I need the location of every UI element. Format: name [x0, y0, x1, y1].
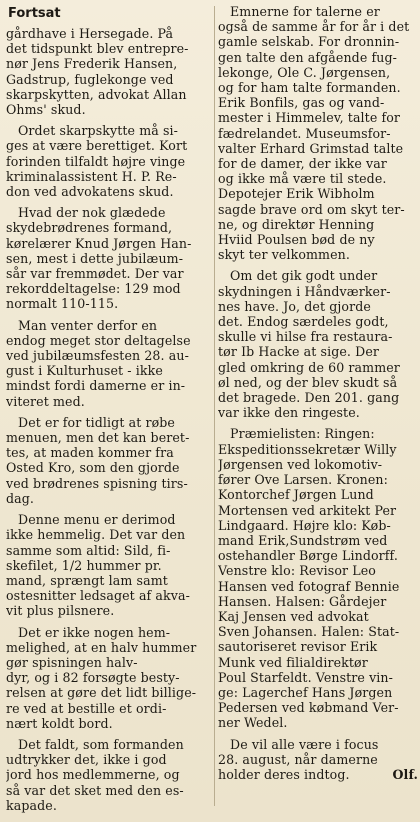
- text-line: forinden tilfaldt højre vinge: [6, 153, 186, 169]
- text-line: tes, at maden kommer fra: [6, 445, 174, 461]
- text-line: holder deres indtog. Olf.: [218, 766, 418, 782]
- text-line: gen talte den afgående fug-: [218, 49, 397, 65]
- continued-heading: Fortsat: [8, 6, 61, 21]
- text-line: nes have. Jo, det gjorde: [218, 298, 371, 314]
- text-line: gør spisningen halv-: [6, 654, 138, 670]
- text-line: for de damer, der ikke var: [218, 156, 387, 172]
- text-line: Erik Bonfils, gas og vand-: [218, 95, 385, 111]
- text-line: dag.: [6, 490, 35, 506]
- text-line: Munk ved filialdirektør: [218, 654, 368, 670]
- text-line: ne, og direktør Henning: [218, 216, 375, 232]
- text-line: Det er ikke nogen hem-: [18, 624, 171, 640]
- paragraph: [6, 26, 212, 117]
- author-signature: Olf.: [392, 766, 418, 782]
- text-line: Om det gik godt under: [230, 268, 378, 284]
- text-line: Kaj Jensen ved advokat: [218, 608, 369, 624]
- text-line: øl ned, og der blev skudt så: [218, 374, 398, 390]
- text-line: nært koldt bord.: [6, 715, 113, 731]
- text-line: Osted Kro, som den gjorde: [6, 460, 180, 476]
- text-line: skyt ter velkommen.: [218, 247, 350, 263]
- left-column-body: [6, 26, 212, 819]
- text-line: skarpskytten, advokat Allan: [6, 86, 187, 102]
- text-line: ostehandler Børge Lindorff.: [218, 548, 398, 564]
- text-line: Hansen ved fotograf Bennie: [218, 578, 400, 594]
- text-line: relsen at gøre det lidt billige-: [6, 685, 197, 701]
- paragraph: [218, 737, 418, 783]
- text-line: og ikke må være til stede.: [218, 171, 387, 187]
- text-line: det. Endog særdeles godt,: [218, 314, 389, 330]
- text-line: valter Erhard Grimstad talte: [218, 140, 404, 156]
- right-column-body: [218, 4, 418, 788]
- text-line: nør Jens Frederik Hansen,: [6, 56, 178, 72]
- left-column: [6, 0, 212, 819]
- text-line: skydningen i Håndværker-: [218, 283, 391, 299]
- text-line: kørelærer Knud Jørgen Han-: [6, 235, 192, 251]
- text-line: tør Ib Hacke at sige. Der: [218, 344, 379, 360]
- text-line: skefilet, 1/2 hummer pr.: [6, 557, 162, 573]
- text-line: re ved at bestille et ordi-: [6, 700, 167, 716]
- text-line: skydebrødrenes formand,: [6, 220, 173, 236]
- paragraph: [218, 426, 418, 730]
- text-line: kapade.: [6, 797, 57, 813]
- text-line: Sven Johansen. Halen: Stat-: [218, 624, 400, 640]
- text-line: fædrelandet. Museumsfor-: [218, 125, 391, 141]
- text-line: det tidspunkt blev entrepre-: [6, 41, 189, 57]
- paragraph: [6, 625, 212, 731]
- text-line: Ordet skarpskytte må si-: [18, 123, 178, 139]
- text-line: Denne menu er derimod: [18, 512, 176, 528]
- right-column: [218, 0, 418, 788]
- text-line: gled omkring de 60 rammer: [218, 359, 400, 375]
- text-line: udtrykker det, ikke i god: [6, 752, 167, 768]
- text-line: lekonge, Ole C. Jørgensen,: [218, 64, 391, 80]
- text-line: Man venter derfor en: [18, 317, 158, 333]
- text-line: Mortensen ved arkitekt Per: [218, 502, 397, 518]
- text-line: ved brødrenes spisning tirs-: [6, 475, 188, 491]
- text-line: gust i Kulturhuset - ikke: [6, 363, 163, 379]
- text-line: var ikke den ringeste.: [218, 405, 360, 421]
- text-line: Lindgaard. Højre klo: Køb-: [218, 517, 391, 533]
- text-line: don ved advokatens skud.: [6, 184, 174, 200]
- text-line: menuen, men det kan beret-: [6, 430, 190, 446]
- text-line: melighed, at en halv hummer: [6, 639, 197, 655]
- text-line: også de samme år for år i det: [218, 19, 410, 35]
- text-line: ikke hemmelig. Det var den: [6, 527, 186, 543]
- text-line: Hviid Poulsen bød de ny: [218, 232, 375, 248]
- text-line: Hvad der nok glædede: [18, 205, 166, 221]
- text-line: dyr, og i 82 forsøgte besty-: [6, 670, 180, 686]
- text-line: 28. august, når damerne: [218, 751, 378, 767]
- paragraph: [6, 205, 212, 311]
- text-line: vit plus pilsnere.: [6, 603, 115, 619]
- text-line: ges at være berettiget. Kort: [6, 138, 188, 154]
- text-line: gamle selskab. For dronnin-: [218, 34, 400, 50]
- paragraph: [218, 4, 418, 262]
- text-line: og for ham talte formanden.: [218, 80, 401, 96]
- text-line: rekorddeltagelse: 129 mod: [6, 281, 181, 297]
- text-line: normalt 110-115.: [6, 296, 119, 312]
- text-line: skulle vi hilse fra restaura-: [218, 329, 393, 345]
- text-line: så var det sket med den es-: [6, 782, 184, 798]
- text-line: Gadstrup, fuglekonge ved: [6, 71, 174, 87]
- text-line: ostesnitter ledsaget af akva-: [6, 588, 190, 604]
- text-line: jord hos medlemmerne, og: [6, 767, 180, 783]
- paragraph: [6, 737, 212, 813]
- text-line: Poul Starfeldt. Venstre vin-: [218, 669, 393, 685]
- text-line: Kontorchef Jørgen Lund: [218, 487, 374, 503]
- text-line: Præmielisten: Ringen:: [230, 426, 375, 442]
- paragraph: [218, 268, 418, 420]
- text-line: Det faldt, som formanden: [18, 736, 184, 752]
- text-line: samme som altid: Sild, fi-: [6, 542, 171, 558]
- text-line: Pedersen ved købmand Ver-: [218, 700, 399, 716]
- text-line: sen, mest i dette jubilæum-: [6, 250, 184, 266]
- text-line: Hansen. Halsen: Gårdejer: [218, 593, 387, 609]
- text-line: fører Ove Larsen. Kronen:: [218, 472, 388, 488]
- text-line: mester i Himmelev, talte for: [218, 110, 401, 126]
- text-line: De vil alle være i focus: [230, 736, 379, 752]
- text-line: Venstre klo: Revisor Leo: [218, 563, 376, 579]
- paragraph: [6, 318, 212, 409]
- text-line: mand Erik,Sundstrøm ved: [218, 532, 388, 548]
- paragraph: [6, 123, 212, 199]
- text-line: gårdhave i Hersegade. På: [6, 26, 174, 41]
- text-line: mand, sprængt lam samt: [6, 572, 168, 588]
- text-line: kriminalassistent H. P. Re-: [6, 168, 177, 184]
- text-line: ner Wedel.: [218, 715, 288, 731]
- text-line: Ekspeditionssekretær Willy: [218, 441, 397, 457]
- text-line: Det er for tidligt at røbe: [18, 414, 175, 430]
- text-line: endog meget stor deltagelse: [6, 332, 191, 348]
- text-line: sagde brave ord om skyt ter-: [218, 201, 405, 217]
- text-line: Jørgensen ved lokomotiv-: [218, 456, 383, 472]
- paragraph: [6, 415, 212, 506]
- column-divider: [214, 6, 215, 806]
- text-line: sår var fremmødet. Der var: [6, 266, 184, 282]
- text-line: viteret med.: [6, 393, 85, 409]
- text-line: Emnerne for talerne er: [230, 4, 380, 19]
- text-line: sautoriseret revisor Erik: [218, 639, 378, 655]
- text-line: det bragede. Den 201. gang: [218, 390, 400, 406]
- text-line: Depotejer Erik Wibholm: [218, 186, 375, 202]
- text-line: Ohms' skud.: [6, 102, 86, 118]
- paragraph: [6, 512, 212, 618]
- text-line: ge: Lagerchef Hans Jørgen: [218, 684, 393, 700]
- text-line: ved jubilæumsfesten 28. au-: [6, 348, 189, 364]
- text-line: mindst fordi damerne er in-: [6, 378, 186, 394]
